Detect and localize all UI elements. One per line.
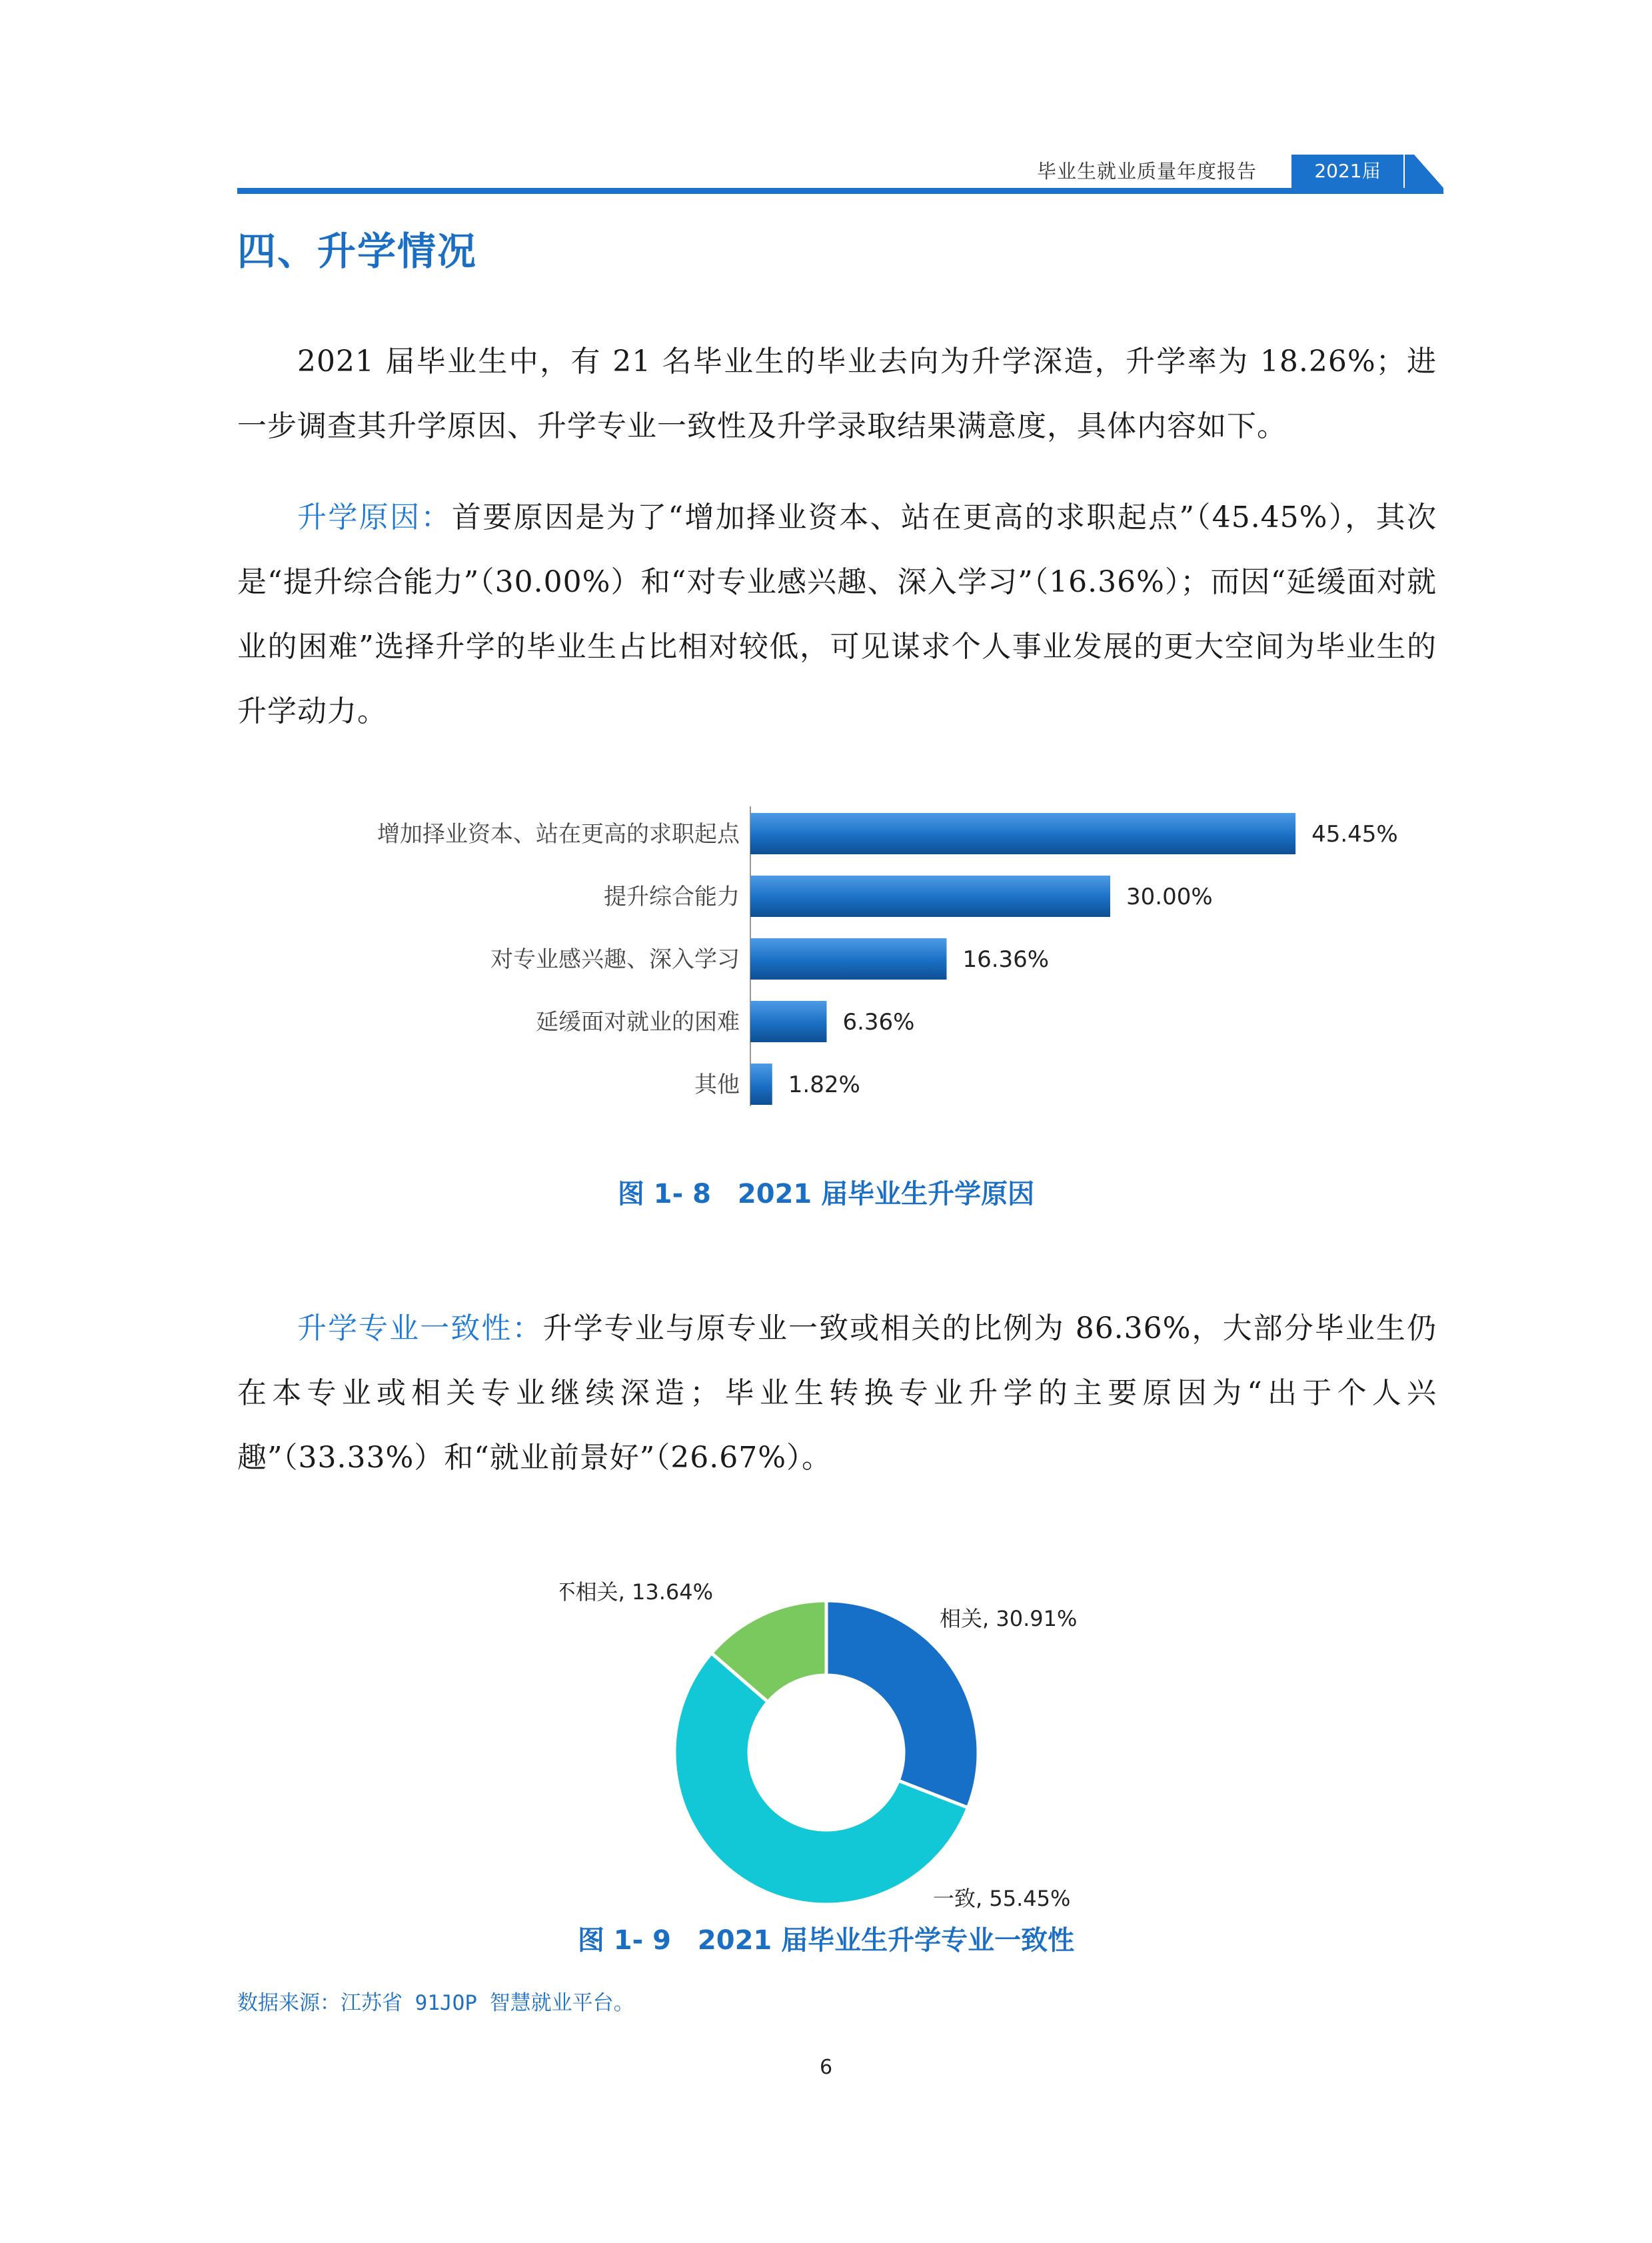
consistency-paragraph	[237, 1296, 1437, 1490]
consistency-donut-chart	[560, 1559, 1106, 1922]
bar-4	[750, 1064, 772, 1105]
donut-label-1: 一致, 55.45%	[933, 1886, 1071, 1911]
reasons-body: 首要原因是为了“增加择业资本、站在更高的求职起点”（45.45%），其次是“提升综合能力”（30.00%）和“对专业感兴趣、深入学习”（16.36%）；而因“延缓面对就业的困难”选择升学的毕业生占比相对较低，可见谋求个人事业发展的更大空间为毕业生的升学动力。	[237, 500, 1437, 728]
bar-category-label-2: 对专业感兴趣、深入学习	[490, 946, 740, 973]
donut-slice-0	[826, 1601, 978, 1808]
reasons-lead: 升学原因：	[297, 500, 452, 534]
bar-value-label-3: 6.36%	[842, 1009, 915, 1036]
intro-paragraph: 2021 届毕业生中，有 21 名毕业生的毕业去向为升学深造，升学率为 18.26%；进一步调查其升学原因、升学专业一致性及升学录取结果满意度，具体内容如下。	[237, 345, 1437, 443]
report-year-badge: 2021届	[1291, 155, 1403, 188]
bar-value-label-1: 30.00%	[1126, 884, 1213, 910]
header-rule	[237, 188, 1443, 194]
report-header-title: 毕业生就业质量年度报告	[1037, 160, 1257, 183]
data-source-note: 数据来源：江苏省 91JOP 智慧就业平台。	[237, 1991, 634, 2015]
bar-category-label-3: 延缓面对就业的困难	[536, 1009, 740, 1036]
bar-1	[750, 876, 1110, 917]
reasons-bar-chart	[320, 793, 1399, 1116]
reasons-bar-chart-svg	[320, 793, 1399, 1113]
donut-label-2: 不相关, 13.64%	[560, 1579, 713, 1605]
bar-category-label-1: 提升综合能力	[604, 884, 740, 910]
bar-3	[750, 1001, 826, 1042]
consistency-body: 升学专业与原专业一致或相关的比例为 86.36%，大部分毕业生仍在本专业或相关专业继续深造；毕业生转换专业升学的主要原因为“出于个人兴趣”（33.33%）和“就业前景好”（26.67%）。	[237, 1311, 1437, 1475]
figure-1-9-caption: 图 1- 9 2021 届毕业生升学专业一致性	[577, 1925, 1075, 1956]
bar-value-label-4: 1.82%	[788, 1072, 860, 1098]
consistency-lead: 升学专业一致性：	[297, 1311, 543, 1345]
page-number: 6	[819, 2056, 833, 2079]
bar-0	[750, 813, 1295, 854]
bar-value-label-0: 45.45%	[1311, 821, 1398, 848]
bar-2	[750, 938, 946, 980]
figure-1-8-caption: 图 1- 8 2021 届毕业生升学原因	[617, 1179, 1035, 1209]
reasons-paragraph	[237, 485, 1437, 744]
section-title: 四、升学情况	[237, 229, 478, 274]
bar-category-label-0: 增加择业资本、站在更高的求职起点	[377, 821, 740, 848]
bar-value-label-2: 16.36%	[962, 946, 1050, 973]
donut-label-0: 相关, 30.91%	[940, 1606, 1078, 1631]
bar-category-label-4: 其他	[694, 1072, 740, 1098]
consistency-donut-svg	[560, 1559, 1106, 1919]
